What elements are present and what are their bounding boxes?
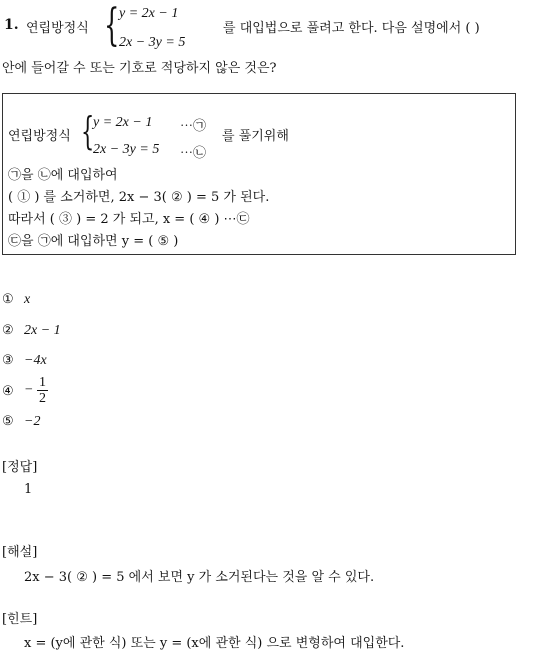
hint-text: x = (y에 관한 식) 또는 y = (x에 관한 식) 으로 변형하여 대입한다. (24, 636, 405, 651)
box-eq1: y = 2x − 1 (93, 115, 153, 130)
explanation-label: [해설] (2, 545, 38, 560)
box-line1: ㉠을 ㉡에 대입하여 (8, 168, 118, 183)
choice-5-mark: ⑤ (2, 414, 14, 429)
choice-4-denominator: 2 (38, 391, 46, 406)
box-suffix: 를 풀기위해 (222, 129, 289, 144)
question-line1-suffix: 를 대입법으로 풀려고 한다. 다음 설명에서 ( ) (223, 21, 480, 36)
choice-4-mark: ④ (2, 384, 14, 399)
box-brace: { (81, 109, 95, 153)
box-prefix: 연립방정식 (8, 129, 71, 144)
box-eq1-tag: ⋯㉠ (180, 119, 207, 134)
box-line2: ( ① ) 를 소거하면, 2x − 3( ② ) = 5 가 된다. (8, 190, 270, 205)
answer-value: 1 (24, 482, 33, 497)
question-line2: 안에 들어갈 수 또는 기호로 적당하지 않은 것은? (2, 61, 277, 76)
choice-5-value: −2 (24, 414, 41, 429)
question-eq1: y = 2x − 1 (119, 6, 179, 21)
choice-2-mark: ② (2, 323, 14, 338)
choice-1-mark: ① (2, 292, 14, 307)
box-line3: 따라서 ( ③ ) = 2 가 되고, x = ( ④ ) ⋯㉢ (8, 212, 250, 227)
choice-1-value: x (24, 292, 31, 307)
question-prefix: 연립방정식 (26, 21, 89, 36)
question-brace: { (104, 0, 120, 51)
choice-4-numerator: 1 (38, 375, 46, 390)
explanation-text: 2x − 3( ② ) = 5 에서 보면 y 가 소거된다는 것을 알 수 있다. (24, 570, 375, 585)
box-line4: ㉢을 ㉠에 대입하면 y = ( ⑤ ) (8, 234, 179, 249)
question-eq2: 2x − 3y = 5 (119, 35, 186, 50)
choice-4-sign: − (24, 382, 34, 398)
choice-3-mark: ③ (2, 353, 14, 368)
answer-label: [정답] (2, 460, 38, 475)
choice-4-value (24, 375, 48, 406)
question-number: 1. (4, 17, 19, 33)
box-eq2-tag: ⋯㉡ (180, 146, 207, 161)
choice-4-fraction (37, 375, 48, 406)
choice-3-value: −4x (24, 353, 47, 368)
box-eq2: 2x − 3y = 5 (93, 142, 160, 157)
hint-label: [힌트] (2, 612, 38, 627)
choice-2-value: 2x − 1 (24, 323, 61, 338)
